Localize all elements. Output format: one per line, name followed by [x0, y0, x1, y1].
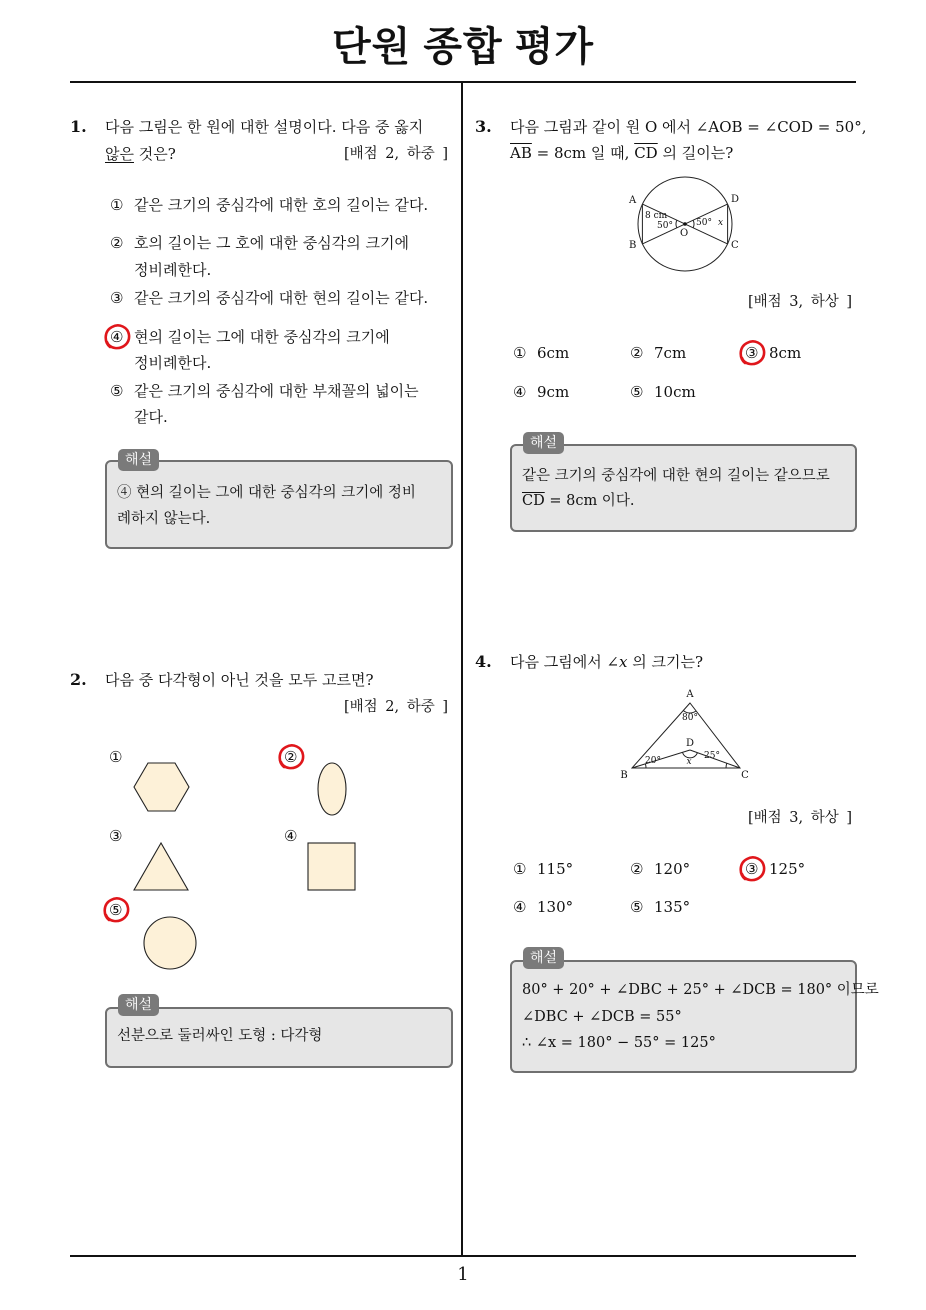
question-stem-line-2	[510, 142, 733, 164]
explanation-text: 같은 크기의 중심각에 대한 현의 길이는 같으므로	[522, 468, 830, 484]
answer-mark-icon	[737, 854, 767, 884]
hexagon-shape	[134, 763, 189, 811]
option-number: ③	[110, 289, 124, 307]
bottom-rule	[70, 1255, 856, 1257]
explanation-box	[510, 444, 857, 532]
point-label: A	[629, 195, 637, 206]
center-point	[683, 222, 687, 226]
explanation-tab: 해설	[523, 947, 564, 969]
explanation-text: 80° + 20° + ∠DBC + 25° + ∠DCB = 180° 이므로	[522, 982, 879, 998]
score-label: [배점 2, 하중 ]	[343, 699, 448, 715]
score-label: [배점 3, 하상 ]	[747, 810, 852, 826]
option-number: ⑤	[110, 382, 124, 400]
question-variable: x	[619, 653, 628, 671]
angle-label: 50°	[696, 218, 712, 228]
ellipse-shape	[318, 763, 346, 815]
option-text: 같은 크기의 중심각에 대한 현의 길이는 같다.	[134, 289, 429, 307]
option-text: 125°	[769, 860, 806, 878]
point-label: B	[629, 240, 637, 251]
option-text: 9cm	[537, 383, 570, 401]
explanation-text: ∠DBC + ∠DCB = 55°	[522, 1009, 682, 1025]
option-text: 115°	[537, 860, 574, 878]
triangle-shape	[134, 843, 188, 890]
segment-ab: $\overline{AB}$	[510, 144, 532, 162]
option-number: ⑤	[109, 901, 123, 919]
option-number: ⑤	[630, 898, 644, 916]
option-number: ③	[745, 344, 759, 362]
option-number: ①	[109, 748, 123, 766]
option-text: 7cm	[654, 344, 687, 362]
square-shape	[308, 843, 355, 890]
question-number: 2.	[70, 670, 87, 689]
option-text: 135°	[654, 898, 691, 916]
score-label: [배점 3, 하상 ]	[747, 294, 852, 310]
length-label: 8 cm	[645, 211, 668, 221]
option-text: 호의 길이는 그 호에 대한 중심각의 크기에	[134, 234, 409, 252]
question-stem-part: 다음 그림에서 ∠	[510, 653, 620, 671]
option-number: ⑤	[630, 383, 644, 401]
unknown-label: x	[686, 757, 692, 767]
explanation-text: ④ 현의 길이는 그에 대한 중심각의 크기에 정비	[117, 485, 416, 501]
angle-label: 20°	[645, 756, 661, 766]
point-label: D	[731, 194, 740, 205]
explanation-text	[522, 490, 634, 512]
option-text: 130°	[537, 898, 574, 916]
option-number: ②	[630, 344, 644, 362]
option-number: ③	[109, 827, 123, 845]
explanation-text: 례하지 않는다.	[117, 511, 211, 527]
question-stem-part: 의 길이는?	[657, 144, 734, 162]
option-text: 현의 길이는 그에 대한 중심각의 크기에	[134, 328, 390, 346]
question-stem: 다음 중 다각형이 아닌 것을 모두 고르면?	[105, 671, 374, 689]
question-stem	[510, 651, 703, 673]
option-number: ③	[745, 860, 759, 878]
segment-cd: $\overline{CD}$	[634, 144, 658, 162]
option-text: 6cm	[537, 344, 570, 362]
option-number: ④	[513, 383, 527, 401]
column-divider	[461, 82, 463, 1256]
angle-arc-cod	[693, 220, 694, 228]
angle-arc-c	[726, 763, 727, 768]
option-text: 정비례한다.	[134, 354, 212, 372]
option-number: ①	[513, 344, 527, 362]
circle-shape	[144, 917, 196, 969]
question-stem-line-1: 다음 그림과 같이 원 O 에서 ∠AOB = ∠COD = 50°,	[510, 118, 867, 136]
question-stem-line-2	[105, 143, 176, 165]
question-stem-rest: 것은?	[133, 145, 176, 163]
angle-arc-aob	[676, 220, 677, 228]
explanation-tab: 해설	[118, 449, 159, 471]
option-text: 정비례한다.	[134, 261, 212, 279]
option-number: ②	[630, 860, 644, 878]
underlined-keyword: 않은	[105, 145, 134, 163]
explanation-tab: 해설	[118, 994, 159, 1016]
option-text: 같은 크기의 중심각에 대한 호의 길이는 같다.	[134, 196, 429, 214]
score-label: [배점 2, 하중 ]	[343, 146, 448, 162]
point-label: C	[741, 770, 749, 780]
top-rule	[70, 81, 856, 83]
option-number: ①	[513, 860, 527, 878]
option-number: ②	[110, 234, 124, 252]
center-label: O	[680, 228, 689, 239]
option-text: 같은 크기의 중심각에 대한 부채꼴의 넓이는	[134, 382, 419, 400]
shapes-figure	[100, 740, 370, 975]
question-number: 3.	[475, 117, 492, 136]
unknown-label: x	[718, 218, 724, 228]
question-stem-part: 의 크기는?	[627, 653, 704, 671]
explanation-text-rest: = 8cm 이다.	[544, 493, 635, 509]
segment-cd: $\overline{CD}$	[522, 493, 545, 509]
answer-mark-icon	[102, 322, 132, 352]
option-text: 120°	[654, 860, 691, 878]
angle-label: 50°	[657, 221, 673, 231]
explanation-text: ∴ ∠x = 180° − 55° = 125°	[522, 1035, 716, 1051]
question-stem-line-1: 다음 그림은 한 원에 대한 설명이다. 다음 중 옳지	[105, 118, 424, 136]
explanation-tab: 해설	[523, 432, 564, 454]
point-label: B	[620, 770, 628, 780]
question-stem-part: = 8cm 일 때,	[531, 144, 635, 162]
option-number: ④	[284, 827, 298, 845]
angle-label: 80°	[682, 713, 698, 723]
question-number: 4.	[475, 652, 492, 671]
option-text: 8cm	[769, 344, 802, 362]
question-number: 1.	[70, 117, 87, 136]
option-number: ①	[110, 196, 124, 214]
page-title: 단원 종합 평가	[331, 25, 595, 69]
point-label: C	[731, 240, 739, 251]
option-text: 같다.	[134, 408, 168, 426]
point-label: D	[685, 738, 695, 749]
explanation-box	[105, 460, 453, 549]
point-label: A	[686, 689, 694, 700]
triangle-figure	[615, 685, 755, 780]
page-number: 1	[457, 1264, 469, 1285]
option-number: ④	[513, 898, 527, 916]
answer-mark-icon	[737, 338, 767, 368]
explanation-text: 선분으로 둘러싸인 도형 : 다각형	[117, 1028, 323, 1044]
circle-figure	[620, 170, 750, 280]
option-number: ②	[284, 748, 298, 766]
option-number: ④	[110, 328, 124, 346]
option-text: 10cm	[654, 383, 696, 401]
angle-label: 25°	[704, 751, 720, 761]
